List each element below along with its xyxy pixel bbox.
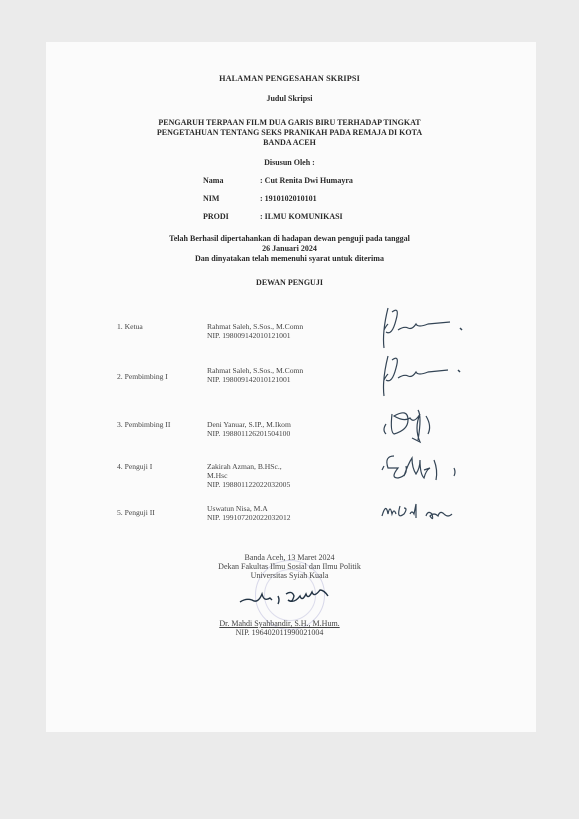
- prodi-value: : ILMU KOMUNIKASI: [260, 212, 343, 221]
- name-label: Nama: [203, 176, 224, 185]
- member-name: Rahmat Saleh, S.Sos., M.Comn: [207, 366, 304, 375]
- member-role: 5. Penguji II: [117, 508, 155, 517]
- member-name-cont: M.Hsc: [207, 471, 228, 480]
- signature-penguji-1: [370, 448, 480, 498]
- member-name: Zakirah Azman, B.HSc.,: [207, 462, 282, 471]
- member-name: Uswatun Nisa, M.A: [207, 504, 268, 513]
- dean-nip: NIP. 196402011990021004: [235, 628, 324, 637]
- compiled-by-label: Disusun Oleh :: [264, 158, 315, 167]
- signature-pembimbing-2: [370, 402, 480, 452]
- document-subtitle: Judul Skripsi: [266, 94, 313, 103]
- signature-dean: [232, 586, 342, 612]
- defense-line-1: Telah Berhasil dipertahankan di hadapan dewan penguji pada tanggal: [169, 234, 410, 243]
- member-nip: NIP. 198009142010121001: [207, 331, 291, 340]
- thesis-title-line-1: PENGARUH TERPAAN FILM DUA GARIS BIRU TERHADAP TINGKAT: [158, 118, 421, 127]
- signature-ketua: [370, 300, 480, 350]
- dean-name: Dr. Mahdi Syahbandir, S.H., M.Hum.: [219, 619, 340, 628]
- name-value: : Cut Renita Dwi Humayra: [260, 176, 353, 185]
- thesis-title-line-2: PENGETAHUAN TENTANG SEKS PRANIKAH PADA REMAJA DI KOTA: [156, 128, 423, 137]
- thesis-title-line-3: BANDA ACEH: [263, 138, 316, 147]
- board-title: DEWAN PENGUJI: [256, 278, 323, 287]
- member-role: 1. Ketua: [117, 322, 143, 331]
- dean-title-line-1: Dekan Fakultas Ilmu Sosial dan Ilmu Politik: [218, 562, 361, 571]
- member-name: Deni Yanuar, S.IP., M.Ikom: [207, 420, 291, 429]
- document-title: HALAMAN PENGESAHAN SKRIPSI: [219, 74, 360, 83]
- member-role: 3. Pembimbing II: [117, 420, 171, 429]
- place-date: Banda Aceh, 13 Maret 2024: [244, 553, 335, 562]
- prodi-label: PRODI: [203, 212, 229, 221]
- member-name: Rahmat Saleh, S.Sos., M.Comn: [207, 322, 304, 331]
- dean-title-line-2: Universitas Syiah Kuala: [250, 571, 329, 580]
- member-nip: NIP. 198009142010121001: [207, 375, 291, 384]
- defense-date: 26 Januari 2024: [262, 244, 317, 253]
- member-nip: NIP. 198801126201504100: [207, 429, 291, 438]
- nim-value: : 1910102010101: [260, 194, 317, 203]
- signature-penguji-2: [370, 494, 480, 534]
- defense-line-3: Dan dinyatakan telah memenuhi syarat untuk diterima: [195, 254, 384, 263]
- signature-pembimbing-1: [370, 350, 480, 400]
- nim-label: NIM: [203, 194, 220, 203]
- member-nip: NIP. 199107202022032012: [207, 513, 291, 522]
- member-nip: NIP. 198801122022032005: [207, 480, 291, 489]
- member-role: 4. Penguji I: [117, 462, 153, 471]
- member-role: 2. Pembimbing I: [117, 372, 168, 381]
